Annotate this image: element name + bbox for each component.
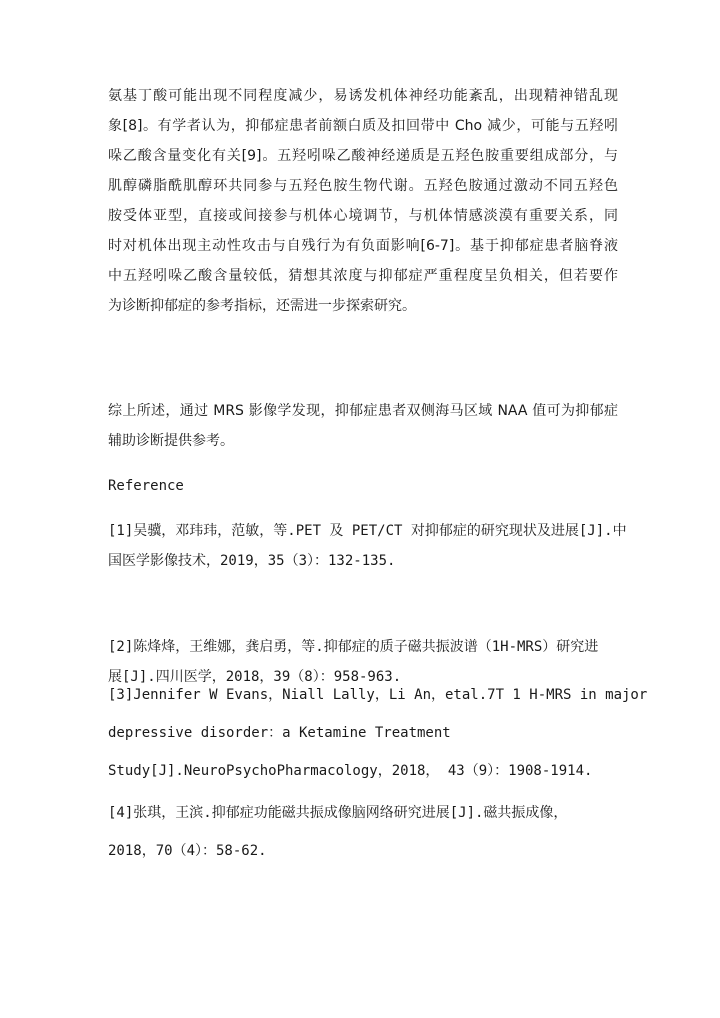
reference-line: [3]Jennifer W Evans，Niall Lally，Li An，etal.7T 1 H-MRS in major bbox=[108, 687, 648, 703]
reference-line: [2]陈烽烽，王维娜，龚启勇，等.抑郁症的质子磁共振波谱（1H-MRS）研究进 bbox=[108, 639, 599, 655]
text-line: 时对机体出现主动性攻击与自残行为有负面影响[6-7]。基于抑郁症患者脑脊液 bbox=[108, 238, 618, 254]
text-line: 象[8]。有学者认为，抑郁症患者前额白质及扣回带中 Cho 减少，可能与五羟吲 bbox=[108, 118, 618, 134]
reference-line: Study[J].NeuroPsychoPharmacology，2018， 43（9）：1908-1914. bbox=[108, 763, 593, 779]
reference-line: [1]吴骥，邓玮玮，范敏，等.PET 及 PET/CT 对抑郁症的研究现状及进展[J].中 bbox=[108, 523, 627, 539]
body-paragraph-2 bbox=[108, 396, 618, 456]
reference-item-4 bbox=[108, 794, 618, 870]
text-line: 氨基丁酸可能出现不同程度减少，易诱发机体神经功能紊乱，出现精神错乱现 bbox=[108, 88, 618, 104]
text-line: 辅助诊断提供参考。 bbox=[108, 433, 234, 449]
text-line: 中五羟吲哚乙酸含量较低，猜想其浓度与抑郁症严重程度呈负相关，但若要作 bbox=[108, 268, 618, 284]
reference-heading: Reference bbox=[108, 478, 184, 494]
text-line: 为诊断抑郁症的参考指标，还需进一步探索研究。 bbox=[108, 298, 416, 314]
reference-line: 展[J].四川医学，2018，39（8）：958-963. bbox=[108, 669, 402, 685]
body-paragraph-1 bbox=[108, 81, 618, 321]
text-line: 综上所述，通过 MRS 影像学发现，抑郁症患者双侧海马区域 NAA 值可为抑郁症 bbox=[108, 403, 618, 419]
reference-line: 国医学影像技术，2019，35（3）：132-135. bbox=[108, 553, 396, 569]
reference-line: depressive disorder：a Ketamine Treatment bbox=[108, 725, 451, 741]
reference-line: 2018，70（4）：58-62. bbox=[108, 843, 267, 859]
text-line: 肌醇磷脂酰肌醇环共同参与五羟色胺生物代谢。五羟色胺通过激动不同五羟色 bbox=[108, 178, 618, 194]
reference-item-1 bbox=[108, 516, 627, 576]
text-line: 胺受体亚型，直接或间接参与机体心境调节，与机体情感淡漠有重要关系，同 bbox=[108, 208, 618, 224]
text-line: 哚乙酸含量变化有关[9]。五羟吲哚乙酸神经递质是五羟色胺重要组成部分，与 bbox=[108, 148, 618, 164]
reference-item-3 bbox=[108, 676, 648, 790]
reference-line: [4]张琪，王滨.抑郁症功能磁共振成像脑网络研究进展[J].磁共振成像， bbox=[108, 805, 568, 821]
